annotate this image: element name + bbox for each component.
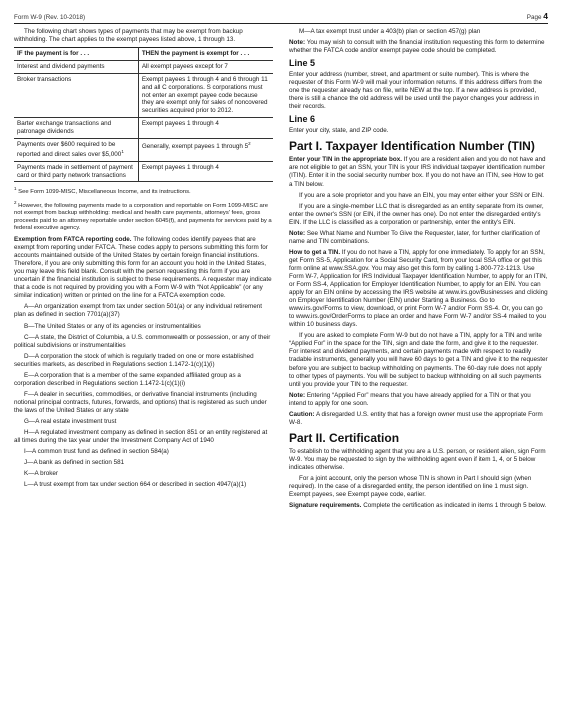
table-header-cell: IF the payment is for . . . <box>14 48 138 61</box>
note-fatca: Note: You may wish to consult with the financial institution requesting this form to determine whether the FATCA code and/or exempt payee code should be completed. <box>289 39 545 55</box>
fatca-code-b: B—The United States or any of its agencies or instrumentalities <box>24 322 201 330</box>
fatca-code-i: I—A common trust fund as defined in section 584(a) <box>24 448 169 456</box>
footnote-ref: 2 <box>248 140 251 146</box>
llc-paragraph: If you are a single-member LLC that is disregarded as an entity separate from its owner, enter the owner's SSN (or EIN, if the owner has one). Do not enter the disregarded entity's EIN. If the LLC is classified as a corporation or partnership, enter the entity's EIN. <box>289 202 544 226</box>
exempt-cell: Exempt payees 1 through 4 <box>138 118 273 139</box>
fatca-code-l: L—A trust exempt from tax under section 664 or described in section 4947(a)(1) <box>24 481 247 489</box>
table-header-row <box>14 48 273 61</box>
line6-text: Enter your city, state, and ZIP code. <box>289 127 389 135</box>
table-row <box>14 161 273 182</box>
fatca-code-e: E—A corporation that is a member of the same expanded affiliated group as a corporation described in Regulations section 1.1472-1(c)(1)(i) <box>14 371 241 387</box>
form-label: Form W-9 (Rev. 10-2018) <box>14 13 86 21</box>
footnote-ref: 1 <box>121 148 124 154</box>
payment-type-cell: Broker transactions <box>14 73 138 117</box>
fatca-code-f: F—A dealer in securities, commodities, or derivative financial instruments (including notional principal contracts, futures, forwards, and options) that is registered as such under the laws of the United States or any state <box>14 390 267 414</box>
footnote-2: $^2$ However, the following payments made to a corporation and reportable on Form 1099-MISC are not exempt from backup withholding: medical and health care payments, attorneys' fees, gross proceeds paid to an attorney reportable under section 6045(f), and payments for services paid by a federal executive agency. <box>14 199 272 232</box>
payment-type-cell: Payments made in settlement of payment card or third party network transactions <box>14 161 138 182</box>
right-column <box>289 28 548 513</box>
table-row <box>14 138 273 161</box>
table-header-cell: THEN the payment is exempt for . . . <box>138 48 273 61</box>
line6-heading: Line 6 <box>289 114 316 125</box>
page-header <box>14 8 548 22</box>
payment-type-cell: Interest and dividend payments <box>14 60 138 73</box>
page-indicator: Page 4 <box>526 10 548 21</box>
fatca-code-h: H—A regulated investment company as defined in section 851 or an entity registered at all times during the tax year under the Investment Company Act of 1940 <box>14 429 268 445</box>
sole-proprietor-paragraph: If you are a sole proprietor and you have an EIN, you may enter either your SSN or EIN. <box>299 191 545 199</box>
signature-requirements: Signature requirements. Complete the certification as indicated in items 1 through 5 below. <box>289 502 547 510</box>
table-row <box>14 73 273 117</box>
note-name-number: Note: See What Name and Number To Give the Requester, later, for further clarification of name and TIN combinations. <box>289 229 540 245</box>
fatca-code-a: A—An organization exempt from tax under section 501(a) or any individual retirement plan as defined in section 7701(a)(37) <box>14 303 263 319</box>
fatca-code-c: C—A state, the District of Columbia, a U.S. commonwealth or possession, or any of their political subdivisions or instrumentalities <box>14 333 271 349</box>
fatca-code-j: J—A bank as defined in section 581 <box>24 459 125 467</box>
payment-type-cell: Payments over $600 required to be reported and direct sales over $5,000$^1$ <box>14 138 138 161</box>
tin-paragraph: Enter your TIN in the appropriate box. If you are a resident alien and you do not have and are not eligible to get an SSN, your TIN is your IRS individual taxpayer identification number (ITIN). Enter it in the social security number box. If you do not have an ITIN, see How to get a TIN below. <box>289 156 546 188</box>
two-column-body <box>14 28 548 513</box>
exempt-payments-table <box>14 47 273 182</box>
applied-for-paragraph: If you are asked to complete Form W-9 but do not have a TIN, apply for a TIN and write “Applied For” in the space for the TIN, sign and date the form, and give it to the requester. For interest and dividend payments, and certain payments made with respect to readily tradable instruments, generally you will have 60 days to get a TIN and give it to the requester before you are subject to backup withholding on payments. The 60-day rule does not apply to other types of payments. You will be subject to backup withholding on all such payments until you provide your TIN to the requester. <box>289 332 548 388</box>
how-to-get-tin-paragraph: How to get a TIN. If you do not have a TIN, apply for one immediately. To apply for an SSN, get Form SS-5, Application for a Social Security Card, from your local SSA office or get this form online at www.SSA.gov. You may also get this form by calling 1-800-772-1213. Use Form W-7, Application for IRS Individual Taxpayer Identification Number, to apply for an ITIN, or Form SS-4, Application for Employer Identification Number, to apply for an EIN. You can apply for an EIN online by accessing the IRS website at www.irs.gov/Businesses and clicking on Employer Identification Number (EIN) under Starting a Business. Go to www.irs.gov/Forms to view, download, or print Form W-7 and/or Form SS-4. Or, you can go to www.irs.gov/OrderForms to place an order and have Form W-7 and/or SS-4 mailed to you within 10 business days. <box>289 248 548 329</box>
header-rule <box>14 23 548 24</box>
fatca-code-d: D—A corporation the stock of which is regularly traded on one or more established securities markets, as described in Regulations section 1.1472-1(c)(1)(i) <box>14 352 254 368</box>
line5-heading: Line 5 <box>289 58 316 69</box>
exempt-cell: All exempt payees except for 7 <box>138 60 273 73</box>
exempt-cell: Generally, exempt payees 1 through $5^2$ <box>138 138 273 161</box>
table-row <box>14 60 273 73</box>
chart-intro: The following chart shows types of payments that may be exempt from backup withholding. The chart applies to the exempt payees listed above, 1 through 13. <box>14 28 243 44</box>
payment-type-cell: Barter exchange transactions and patronage dividends <box>14 118 138 139</box>
fatca-heading: Exemption from FATCA reporting code. <box>14 236 132 244</box>
table-row <box>14 118 273 139</box>
part2-heading: Part II. Certification <box>289 430 400 445</box>
fatca-code-k: K—A broker <box>24 470 58 478</box>
fatca-code-g: G—A real estate investment trust <box>24 417 117 425</box>
exempt-cell: Exempt payees 1 through 4 and 6 through 11 and all C corporations. S corporations must not enter an exempt payee code because they are exempt only for sales of noncovered securities acquired prior to 2012. <box>138 73 273 117</box>
certification-paragraph-1: To establish to the withholding agent that you are a U.S. person, or resident alien, sign Form W-9. You may be requested to sign by the withholding agent even if item 1, 4, or 5 below indicates otherwise. <box>289 448 546 472</box>
footnote-1: $^1$ See Form 1099-MISC, Miscellaneous Income, and its instructions. <box>14 186 191 196</box>
certification-paragraph-2: For a joint account, only the person whose TIN is shown in Part I should sign (when required). In the case of a disregarded entity, the person identified on line 1 must sign. Exempt payees, see Exempt payee code, earlier. <box>289 475 532 499</box>
caution-paragraph: Caution: A disregarded U.S. entity that has a foreign owner must use the appropriate Form W-8. <box>289 410 543 426</box>
fatca-paragraph: Exemption from FATCA reporting code. The following codes identify payees that are exempt from reporting under FATCA. These codes apply to persons submitting this form for accounts maintained outside of the United States by certain foreign financial institutions. Therefore, if you are only submitting this form for an account you hold in the United States, you may leave this field blank. Consult with the person requesting this form if you are uncertain if the financial institution is subject to these requirements. A requester may indicate that a code is not required by providing you with a Form W-9 with “Not Applicable” (or any similar indication) written or printed on the line for a FATCA exemption code. <box>14 236 272 300</box>
part1-heading: Part I. Taxpayer Identification Number (TIN) <box>289 139 535 154</box>
exempt-cell: Exempt payees 1 through 4 <box>138 161 273 182</box>
left-column <box>14 28 273 513</box>
fatca-code-m: M—A tax exempt trust under a 403(b) plan or section 457(g) plan <box>299 28 481 35</box>
page-number: 4 <box>543 10 548 21</box>
note-applied-for: Note: Entering “Applied For” means that you have already applied for a TIN or that you intend to apply for one soon. <box>289 391 531 407</box>
line5-text: Enter your address (number, street, and apartment or suite number). This is where the requester of this Form W-9 will mail your information returns. If this address differs from the one the requester already has on file, write NEW at the top. If a new address is provided, there is still a chance the old address will be used until the payor changes your address in their records. <box>289 71 543 111</box>
